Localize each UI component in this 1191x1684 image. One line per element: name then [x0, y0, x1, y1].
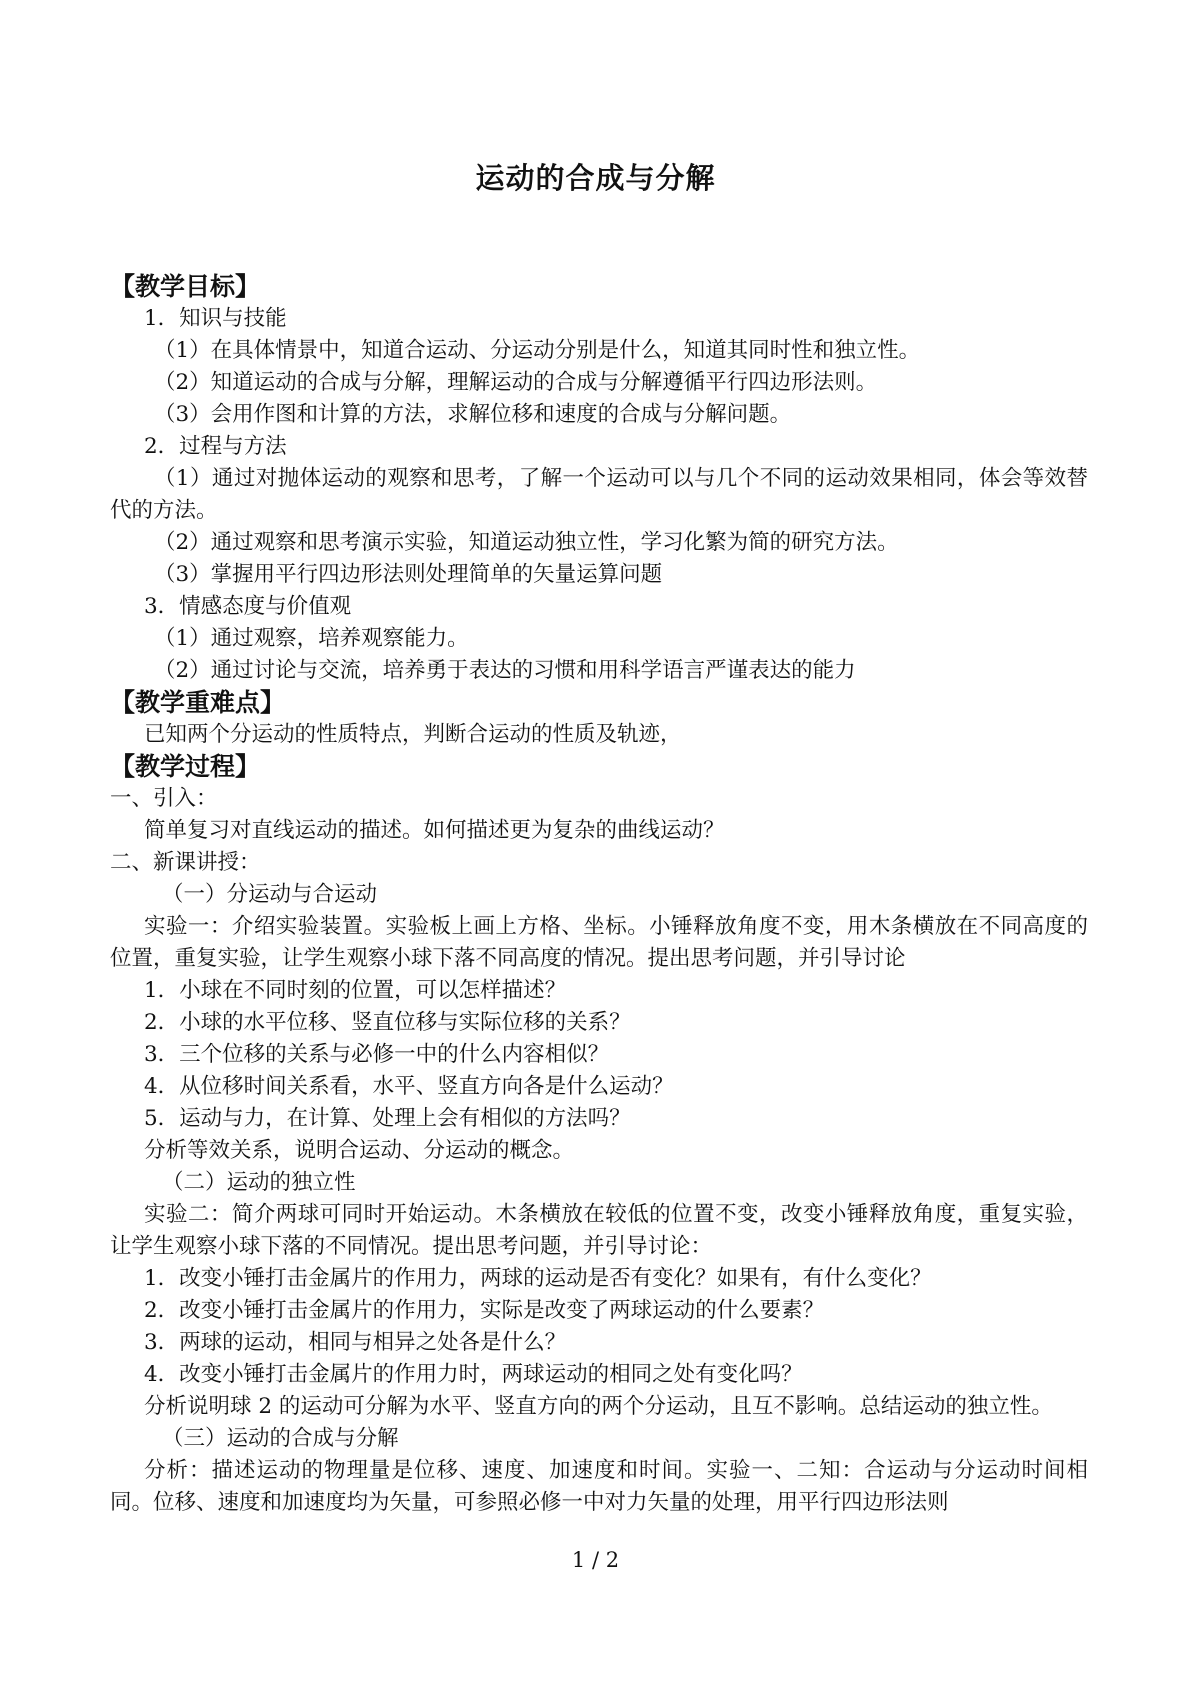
objective-item: （2）通过讨论与交流，培养勇于表达的习惯和用科学语言严谨表达的能力 [154, 658, 856, 683]
question-item: 3．三个位移的关系与必修一中的什么内容相似？ [144, 1042, 610, 1067]
process-new-lesson-title: 二、新课讲授： [110, 850, 261, 875]
question-item: 2．改变小锤打击金属片的作用力，实际是改变了两球运动的什么要素？ [144, 1298, 825, 1323]
document-body [110, 271, 1088, 1519]
subsection-emotion-values: 3．情感态度与价值观 [144, 594, 352, 619]
part1-title: （一）分运动与合运动 [162, 882, 378, 907]
process-intro-title: 一、引入： [110, 786, 218, 811]
question-item: 2．小球的水平位移、竖直位移与实际位移的关系？ [144, 1010, 631, 1035]
section-heading-objectives: 【教学目标】 [110, 272, 261, 301]
subsection-knowledge-skills: 1．知识与技能 [144, 306, 287, 331]
objective-item: （3）会用作图和计算的方法，求解位移和速度的合成与分解问题。 [154, 402, 792, 427]
document-title: 运动的合成与分解 [475, 161, 716, 195]
experiment2-text: 实验二：简介两球可同时开始运动。木条横放在较低的位置不变，改变小锤释放角度，重复实验，让学生观察小球下落的不同情况。提出思考问题，并引导讨论： [110, 1202, 1088, 1259]
question-item: 3．两球的运动，相同与相异之处各是什么？ [144, 1330, 567, 1355]
objective-item: （1）在具体情景中，知道合运动、分运动分别是什么，知道其同时性和独立性。 [154, 338, 921, 363]
question-item: 4．从位移时间关系看，水平、竖直方向各是什么运动？ [144, 1074, 674, 1099]
process-intro-text: 简单复习对直线运动的描述。如何描述更为复杂的曲线运动？ [144, 818, 725, 843]
section-heading-keypoints: 【教学重难点】 [110, 688, 286, 717]
part2-title: （二）运动的独立性 [162, 1170, 356, 1195]
part3-title: （三）运动的合成与分解 [162, 1426, 399, 1451]
analysis1-text: 分析等效关系，说明合运动、分运动的概念。 [144, 1138, 575, 1163]
question-item: 1．小球在不同时刻的位置，可以怎样描述？ [144, 978, 567, 1003]
experiment1-text: 实验一：介绍实验装置。实验板上画上方格、坐标。小锤释放角度不变，用木条横放在不同高度的位置，重复实验，让学生观察小球下落不同高度的情况。提出思考问题，并引导讨论 [110, 914, 1088, 971]
objective-item: （2）通过观察和思考演示实验，知道运动独立性，学习化繁为简的研究方法。 [154, 530, 899, 555]
analysis3-text: 分析：描述运动的物理量是位移、速度、加速度和时间。实验一、二知：合运动与分运动时间相同。位移、速度和加速度均为矢量，可参照必修一中对力矢量的处理，用平行四边形法则 [110, 1458, 1088, 1515]
question-item: 1．改变小锤打击金属片的作用力，两球的运动是否有变化？如果有，有什么变化？ [144, 1266, 932, 1291]
page-number: 1 / 2 [571, 1548, 620, 1572]
question-item: 4．改变小锤打击金属片的作用力时，两球运动的相同之处有变化吗？ [144, 1362, 803, 1387]
subsection-process-methods: 2．过程与方法 [144, 434, 287, 459]
objective-item: （1）通过对抛体运动的观察和思考，了解一个运动可以与几个不同的运动效果相同，体会等效替代的方法。 [110, 466, 1088, 523]
objective-item: （1）通过观察，培养观察能力。 [154, 626, 469, 651]
section-heading-process: 【教学过程】 [110, 752, 261, 781]
analysis2-text: 分析说明球 2 的运动可分解为水平、竖直方向的两个分运动，且互不影响。总结运动的独立性。 [144, 1394, 1053, 1419]
objective-item: （2）知道运动的合成与分解，理解运动的合成与分解遵循平行四边形法则。 [154, 370, 878, 395]
objective-item: （3）掌握用平行四边形法则处理简单的矢量运算问题 [154, 562, 663, 587]
keypoints-text: 已知两个分运动的性质特点，判断合运动的性质及轨迹， [144, 722, 682, 747]
question-item: 5．运动与力，在计算、处理上会有相似的方法吗？ [144, 1106, 631, 1131]
